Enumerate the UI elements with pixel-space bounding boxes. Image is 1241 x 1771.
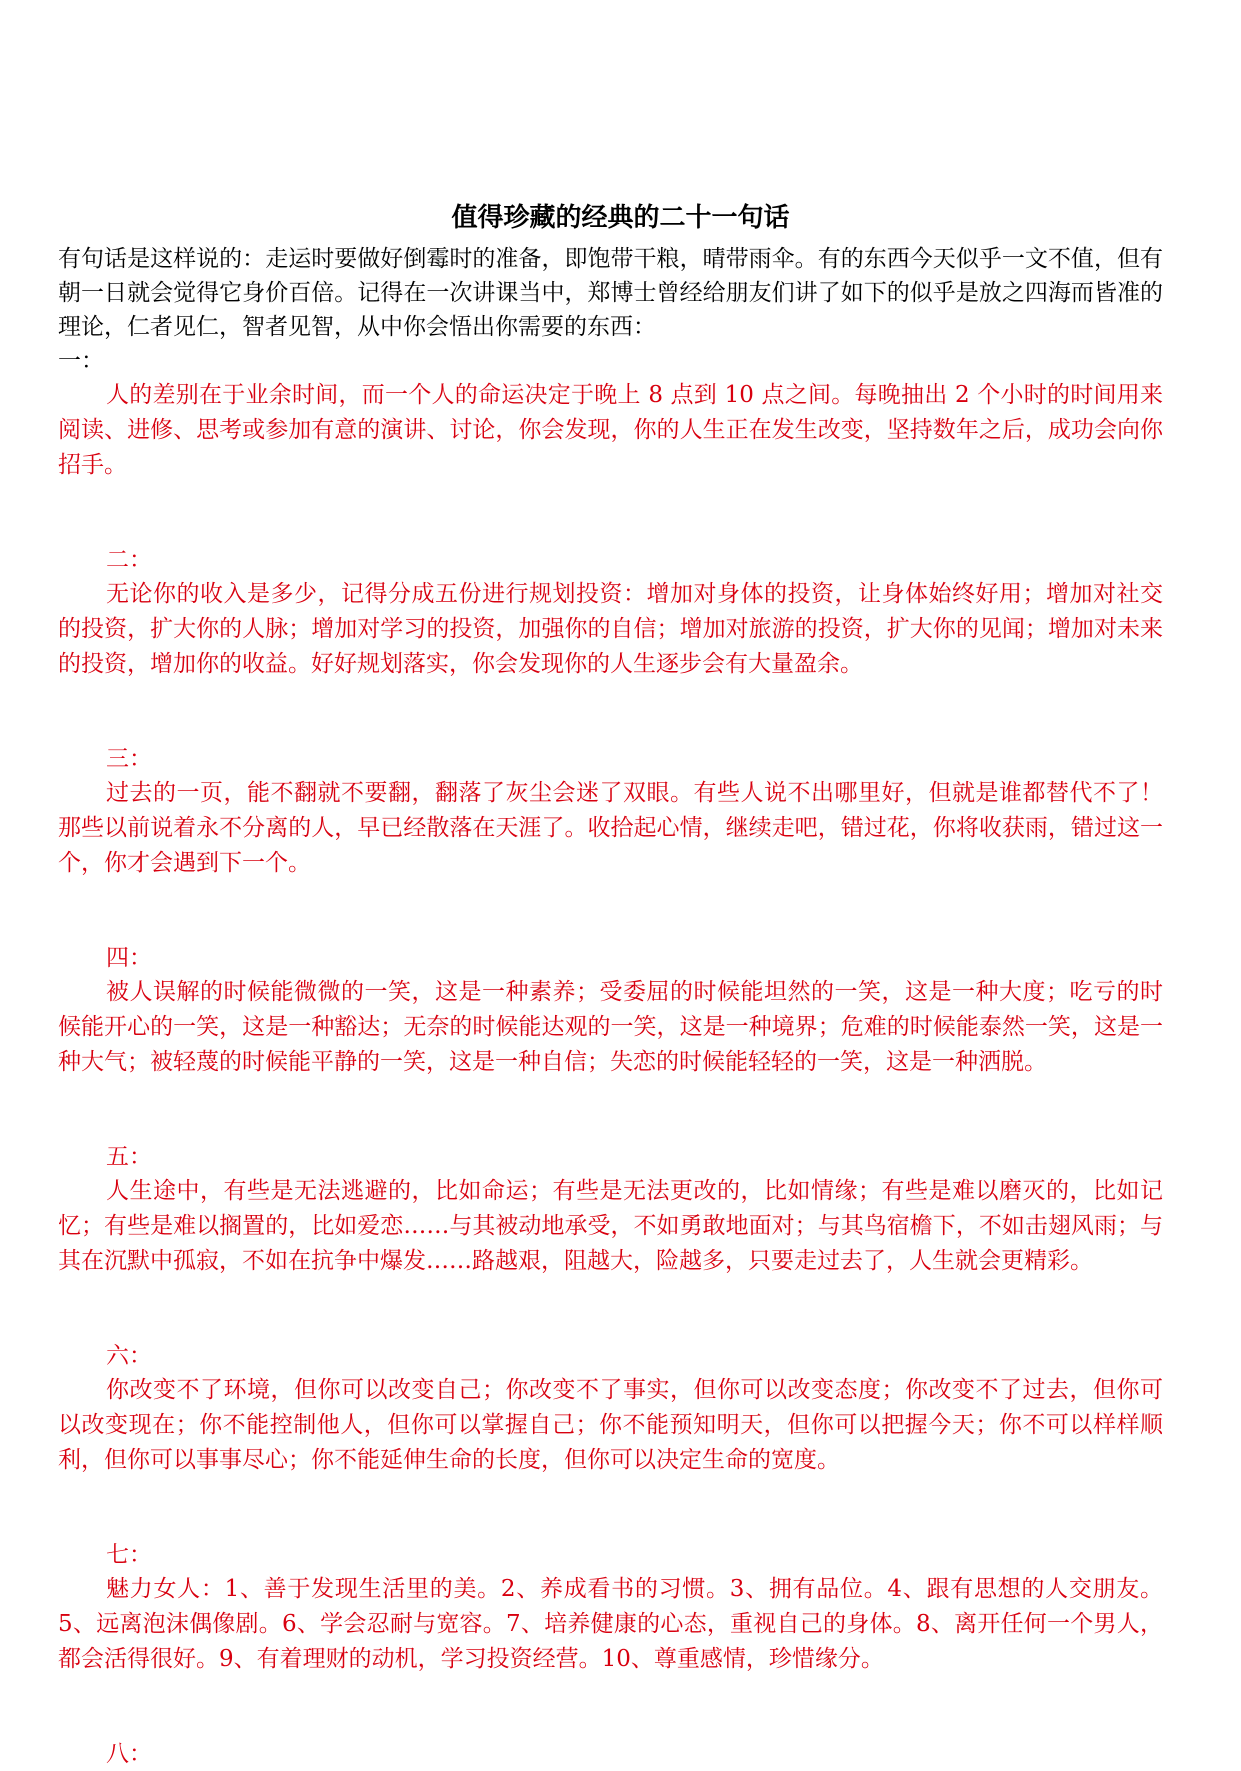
document-title: 值得珍藏的经典的二十一句话	[451, 203, 790, 233]
section-body-1: 人的差别在于业余时间，而一个人的命运决定于晚上 8 点到 10 点之间。每晚抽出 2 个小时的时间用来阅读、进修、思考或参加有意的演讲、讨论，你会发现，你的人生正在发生改变，坚持数年之后，成功会向你招手。	[58, 382, 1163, 478]
section-4	[58, 941, 1163, 1080]
section-gap	[58, 483, 1163, 543]
section-body-6: 你改变不了环境，但你可以改变自己；你改变不了事实，但你可以改变态度；你改变不了过去，但你可以改变现在；你不能控制他人，但你可以掌握自己；你不能预知明天，但你可以把握今天；你不可以样样顺利，但你可以事事尽心；你不能延伸生命的长度，但你可以决定生命的宽度。	[58, 1377, 1163, 1473]
section-heading-2: 二：	[106, 547, 152, 573]
section-7	[58, 1538, 1163, 1677]
section-heading-1: 一：	[58, 348, 104, 374]
section-gap	[58, 1677, 1163, 1737]
section-gap	[58, 1279, 1163, 1339]
section-gap	[58, 881, 1163, 941]
section-body-5: 人生途中，有些是无法逃避的，比如命运；有些是无法更改的，比如情缘；有些是难以磨灭的，比如记忆；有些是难以搁置的，比如爱恋……与其被动地承受，不如勇敢地面对；与其鸟宿檐下，不如击翅风雨；与其在沉默中孤寂，不如在抗争中爆发……路越艰，阻越大，险越多，只要走过去了，人生就会更精彩。	[58, 1178, 1163, 1274]
section-heading-8: 八：	[106, 1741, 152, 1767]
section-6	[58, 1339, 1163, 1478]
section-8	[58, 1737, 1163, 1771]
section-2	[58, 543, 1163, 682]
section-body-2: 无论你的收入是多少，记得分成五份进行规划投资：增加对身体的投资，让身体始终好用；增加对社交的投资，扩大你的人脉；增加对学习的投资，加强你的自信；增加对旅游的投资，扩大你的见闻；增加对未来的投资，增加你的收益。好好规划落实，你会发现你的人生逐步会有大量盈余。	[58, 581, 1163, 677]
section-heading-7: 七：	[106, 1542, 152, 1568]
section-gap	[58, 682, 1163, 742]
section-heading-3: 三：	[106, 746, 152, 772]
intro-paragraph: 有句话是这样说的：走运时要做好倒霉时的准备，即饱带干粮，晴带雨伞。有的东西今天似乎一文不值，但有朝一日就会觉得它身价百倍。记得在一次讲课当中，郑博士曾经给朋友们讲了如下的似乎是放之四海而皆准的理论，仁者见仁，智者见智，从中你会悟出你需要的东西：	[58, 246, 1163, 340]
section-body-3: 过去的一页，能不翻就不要翻，翻落了灰尘会迷了双眼。有些人说不出哪里好，但就是谁都替代不了！那些以前说着永不分离的人，早已经散落在天涯了。收拾起心情，继续走吧，错过花，你将收获雨，错过这一个，你才会遇到下一个。	[58, 780, 1163, 876]
section-body-4: 被人误解的时候能微微的一笑，这是一种素养；受委屈的时候能坦然的一笑，这是一种大度；吃亏的时候能开心的一笑，这是一种豁达；无奈的时候能达观的一笑，这是一种境界；危难的时候能泰然一笑，这是一种大气；被轻蔑的时候能平静的一笑，这是一种自信；失恋的时候能轻轻的一笑，这是一种洒脱。	[58, 979, 1163, 1075]
section-body-7: 魅力女人：1、善于发现生活里的美。2、养成看书的习惯。3、拥有品位。4、跟有思想的人交朋友。5、远离泡沫偶像剧。6、学会忍耐与宽容。7、培养健康的心态，重视自己的身体。8、离开任何一个男人，都会活得很好。9、有着理财的动机，学习投资经营。10、尊重感情，珍惜缘分。	[58, 1576, 1163, 1672]
section-3	[58, 742, 1163, 881]
section-5	[58, 1140, 1163, 1279]
section-heading-5: 五：	[106, 1144, 152, 1170]
section-gap	[58, 1478, 1163, 1538]
section-gap	[58, 1080, 1163, 1140]
section-heading-4: 四：	[106, 945, 152, 971]
section-heading-6: 六：	[106, 1343, 152, 1369]
